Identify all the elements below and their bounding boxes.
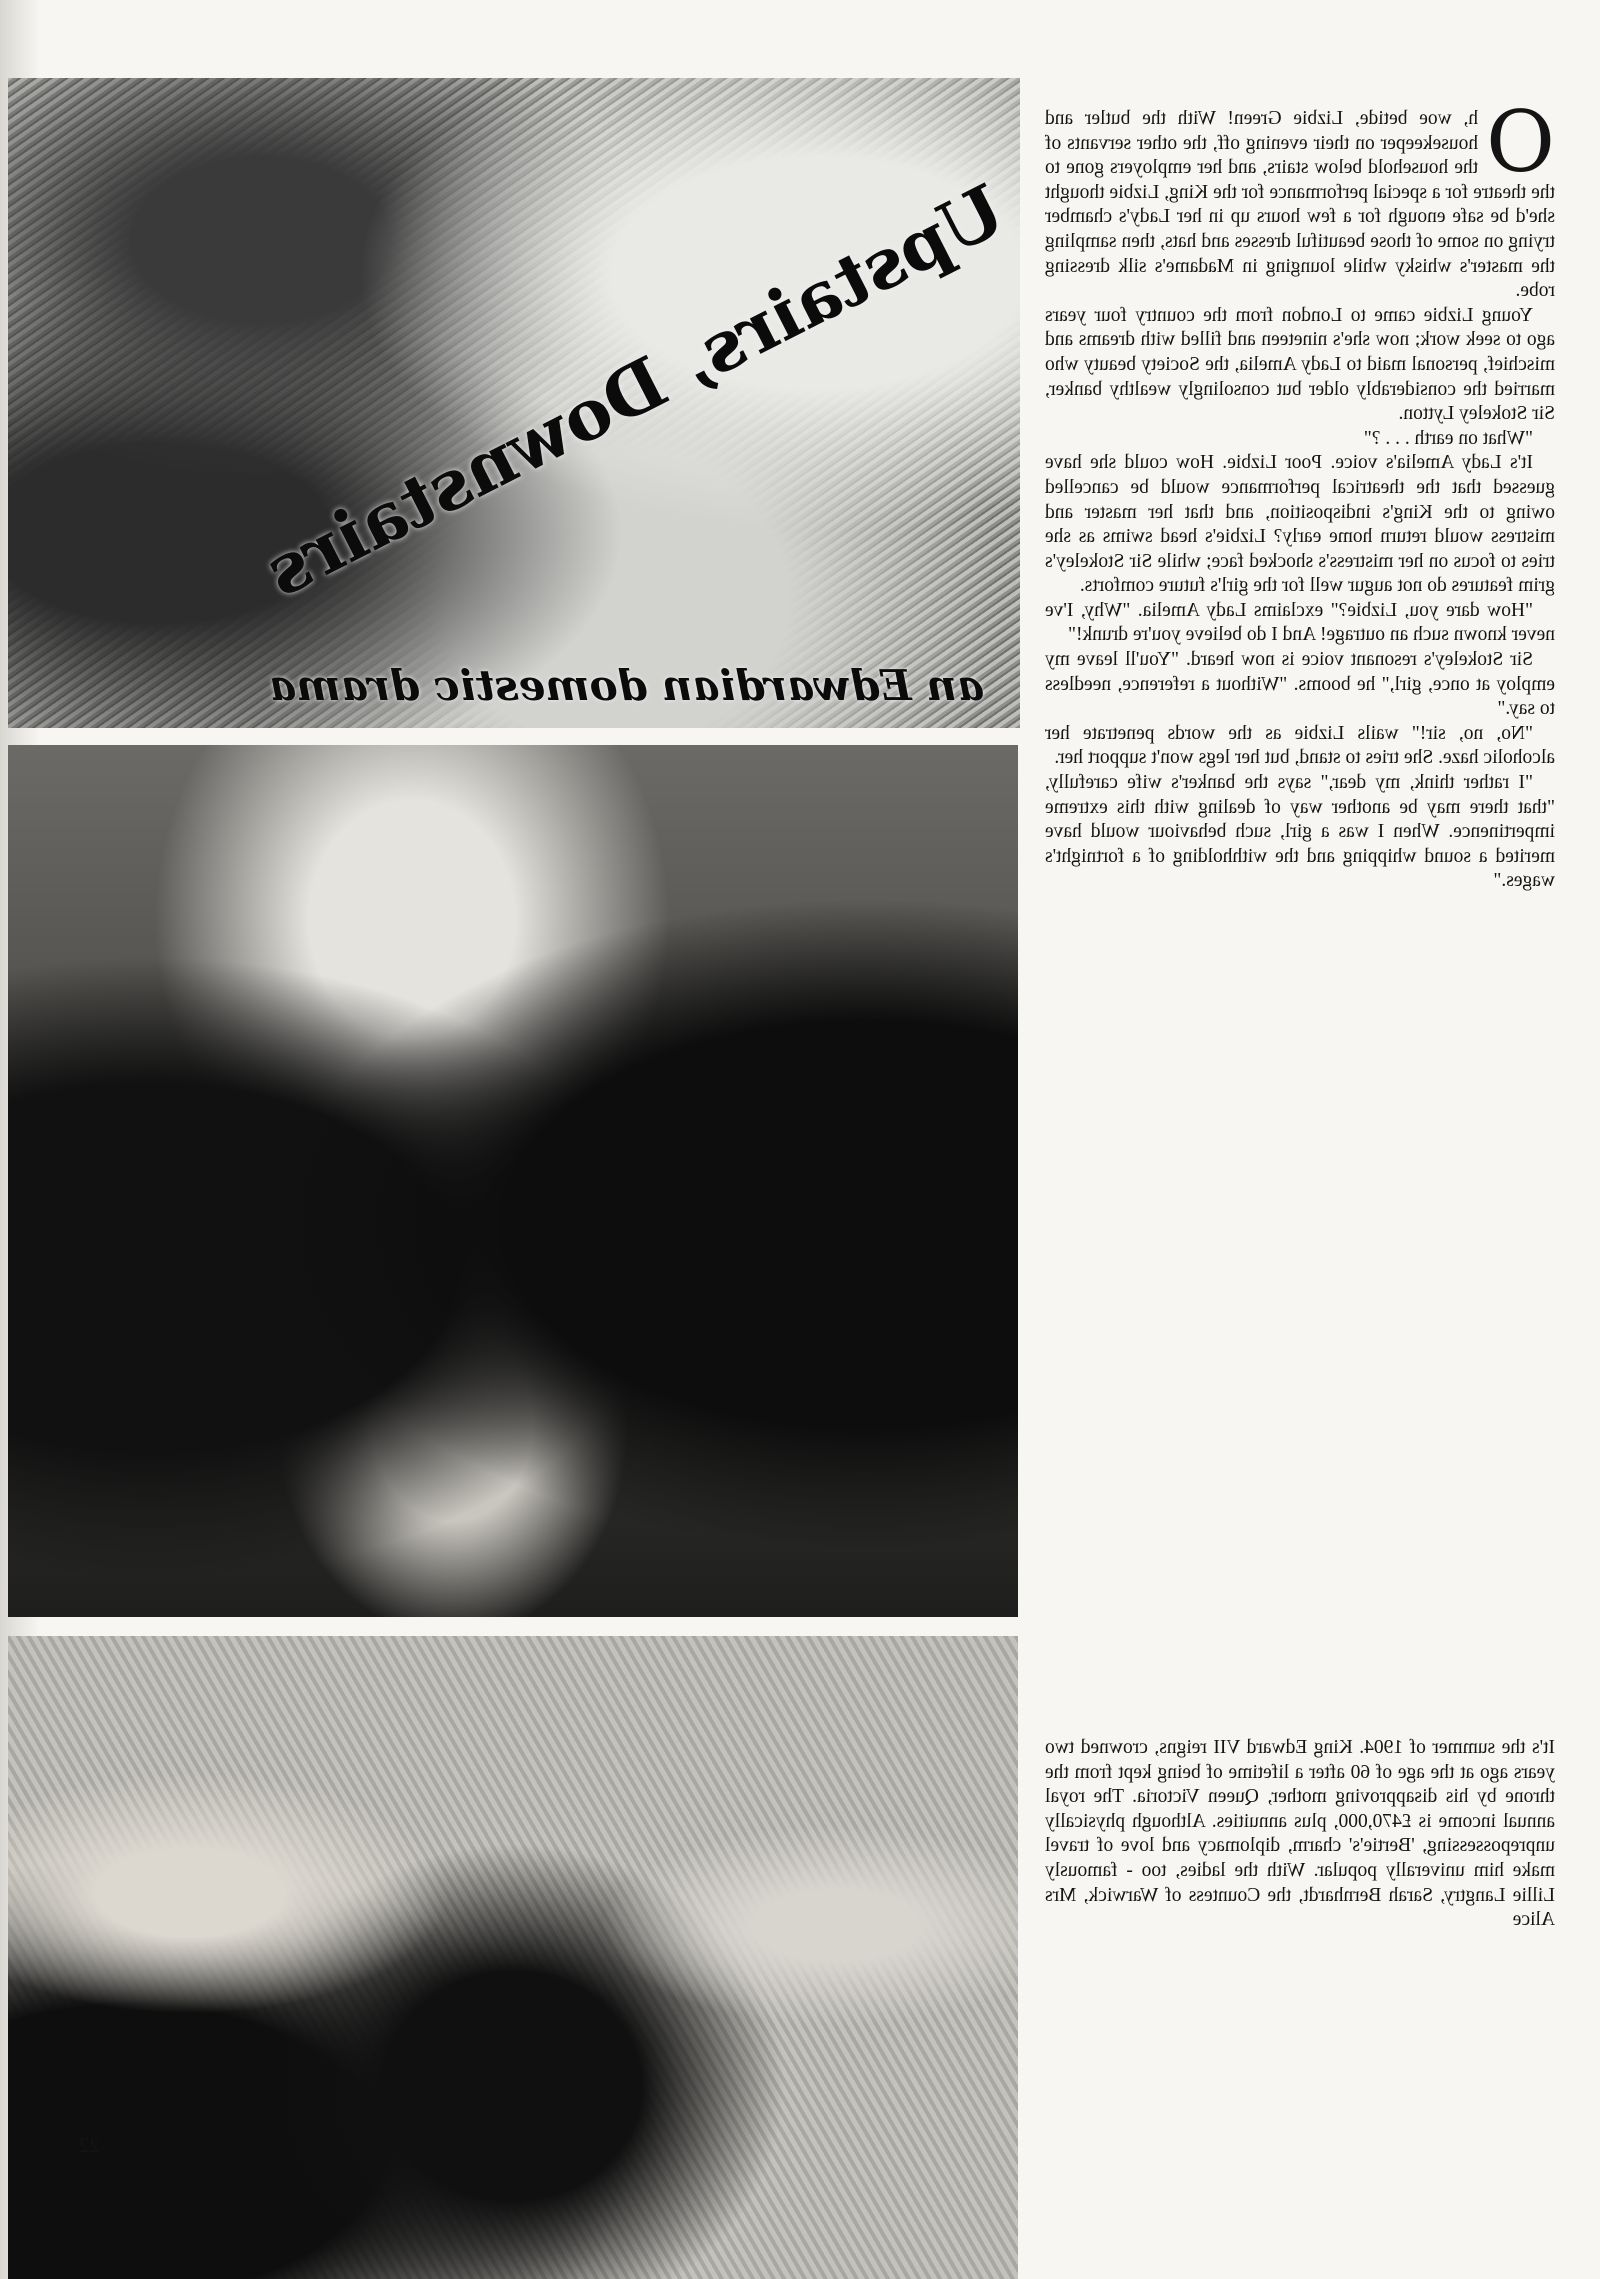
article-subtitle: an Edwardian domestic drama bbox=[268, 661, 984, 710]
story-paragraph: "No, no, sir!" wails Lizbie as the words penetrate her alcoholic haze. She tries to stand, but her legs won't support her. bbox=[1045, 722, 1555, 769]
story-paragraph: "How dare you, Lizbie?" exclaims Lady Amelia. "Why, I've never known such an outrage! And I do believe you're drunk!" bbox=[1045, 599, 1555, 646]
history-column bbox=[1045, 1736, 1555, 1933]
story-paragraph: "I rather think, my dear," says the banker's wife carefully, "that there may be another way of dealing with this extreme impertinence. When I was a girl, such behaviour would have merited a sound whipping and the withholding of a fortnight's wages." bbox=[1045, 772, 1555, 892]
story-paragraph: h, woe betide, Lizbie Green! With the butler and housekeeper on their evening off, the other servants of the household below stairs, and her employers gone to the theatre for a special performance for the King, Lizbie thought she'd be safe enough for a few hours up in her Lady's chamber trying on some of those beautiful dresses and hats, then sampling the master's whisky while lounging in Madame's silk dressing robe. bbox=[1045, 108, 1555, 302]
confrontation-photo bbox=[8, 1636, 1018, 2279]
maid-in-chamber-photo bbox=[8, 745, 1018, 1617]
page-number: 22 bbox=[79, 2133, 100, 2157]
carriage-illustration bbox=[8, 78, 1020, 728]
story-paragraph: "What on earth . . . ?" bbox=[1363, 427, 1533, 449]
history-paragraph: It's the summer of 1904. King Edward VII reigns, crowned two years ago at the age of 60 after a lifetime of being kept from the throne by his disapproving mother, Queen Victoria. The royal annual income is £470,000, plus annuities. Although physically unprepossessing, 'Bertie's' charm, diplomacy and love of travel make him univerally popular. With the ladies, too - famously Lillie Langtry, Sarah Bernhardt, the Countess of Warwick, Mrs Alice bbox=[1045, 1737, 1555, 1931]
story-paragraph: Sir Stokeley's resonant voice is now heard. "You'll leave my employ at once, girl," he booms. "Without a reference, needless to say." bbox=[1045, 649, 1555, 720]
article-title: Upstairs, Downstairs bbox=[251, 168, 1018, 613]
story-paragraph: Young Lizbie came to London from the country four years ago to seek work; now she's nineteen and filled with dreams and mischief, personal maid to Lady Amelia, the Society beauty who married the considerably older but consolingly wealthy banker, Sir Stokeley Lytton. bbox=[1045, 304, 1555, 425]
story-column bbox=[1045, 93, 1555, 894]
story-paragraph: It's Lady Amelia's voice. Poor Lizbie. How could she have guessed that the theatrical performance would be cancelled owing to the King's indisposition, and that her master and mistress would return home early? Lizbie's head swims as she tries to focus on her mistress's shocked face; while Sir Stokeley's grim features do not augur well for the girl's future comforts. bbox=[1045, 452, 1555, 597]
drop-cap: O bbox=[1486, 93, 1555, 191]
